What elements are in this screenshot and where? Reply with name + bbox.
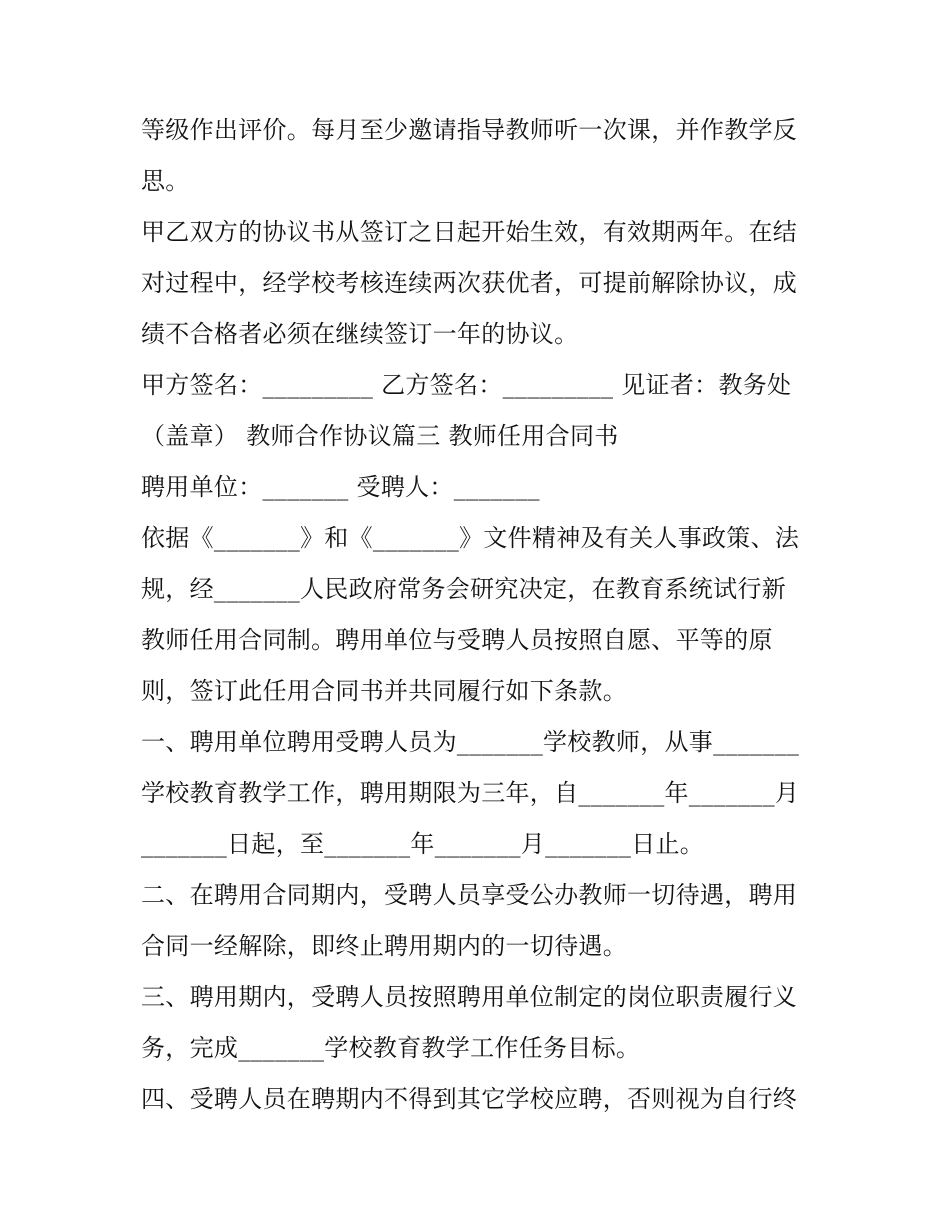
text-line: 规，经_______人民政府常务会研究决定，在教育系统试行新 [141, 575, 786, 603]
signature-line: 甲方签名：_________ 乙方签名：_________ 见证者：教务处 [141, 371, 792, 399]
clause-line: 三、聘用期内，受聘人员按照聘用单位制定的岗位职责履行义 [141, 983, 798, 1011]
text-line: 则，签订此任用合同书并共同履行如下条款。 [141, 677, 627, 705]
text-line: 甲乙双方的协议书从签订之日起开始生效，有效期两年。在结 [141, 218, 798, 246]
clause-line: 四、受聘人员在聘期内不得到其它学校应聘，否则视为自行终 [141, 1085, 798, 1113]
text-line: 依据《_______》和《_______》文件精神及有关人事政策、法 [141, 524, 800, 552]
clause-line: 务，完成_______学校教育教学工作任务目标。 [141, 1034, 641, 1062]
section-heading-line: （盖章） 教师合作协议篇三 教师任用合同书 [141, 422, 619, 450]
clause-line: 二、在聘用合同期内，受聘人员享受公办教师一切待遇，聘用 [141, 881, 798, 909]
text-line: 思。 [141, 167, 190, 195]
text-line: 等级作出评价。每月至少邀请指导教师听一次课，并作教学反 [141, 116, 798, 144]
clause-line: 学校教育教学工作，聘用期限为三年，自_______年_______月 [141, 779, 800, 807]
text-line: 绩不合格者必须在继续签订一年的协议。 [141, 320, 579, 348]
parties-line: 聘用单位：_______ 受聘人：_______ [141, 473, 540, 501]
clause-line: 合同一经解除，即终止聘用期内的一切待遇。 [141, 932, 627, 960]
text-line: 教师任用合同制。聘用单位与受聘人员按照自愿、平等的原 [141, 626, 773, 654]
clause-line: 一、聘用单位聘用受聘人员为_______学校教师，从事_______ [141, 728, 800, 756]
text-line: 对过程中，经学校考核连续两次获优者，可提前解除协议，成 [141, 269, 798, 297]
clause-line: _______日起，至_______年_______月_______日止。 [141, 830, 705, 858]
